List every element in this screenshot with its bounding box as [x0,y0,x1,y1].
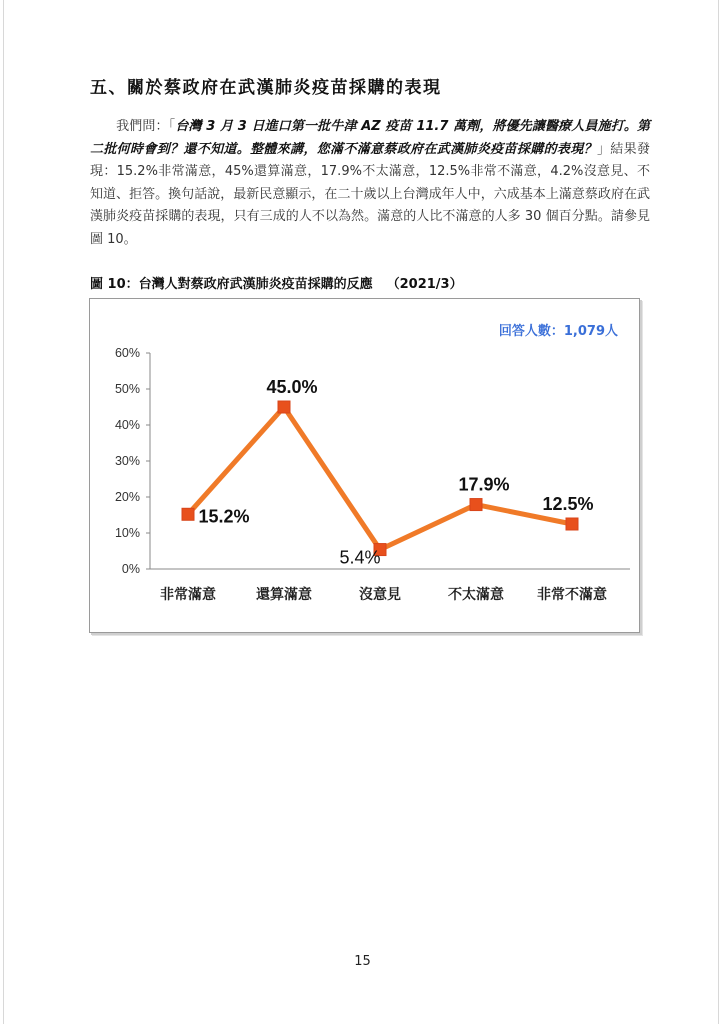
body-paragraph [90,116,650,251]
x-tick-label: 不太滿意 [448,587,504,603]
page-edge-left [3,0,4,1024]
y-tick-label: 0% [121,562,140,576]
x-tick-label: 還算滿意 [256,587,312,603]
figure-caption-title: 圖 10：台灣人對蔡政府武漢肺炎疫苗採購的反應 [90,277,373,292]
figure-caption [90,273,463,292]
paragraph-lead: 我們問：「 [116,119,176,134]
data-label: 15.2% [198,506,250,527]
series-line [188,407,572,550]
page-number: 15 [354,954,371,969]
line-chart [90,299,639,632]
data-point-marker [566,518,578,530]
y-tick-label: 60% [114,346,140,360]
data-point-marker [182,508,194,520]
figure-caption-date: （2021/3） [386,277,463,292]
section-title: 五、關於蔡政府在武漢肺炎疫苗採購的表現 [90,78,442,98]
y-tick-label: 40% [114,418,140,432]
data-label: 5.4% [339,547,381,568]
y-tick-label: 50% [114,382,140,396]
y-tick-label: 30% [114,454,140,468]
data-point-marker [278,401,290,413]
data-label: 17.9% [458,474,510,495]
respondent-count-annotation: 回答人數：1,079人 [498,324,618,339]
y-tick-label: 10% [114,526,140,540]
x-tick-label: 非常不滿意 [537,587,607,603]
x-tick-label: 沒意見 [359,587,401,603]
data-label: 12.5% [542,494,594,514]
x-tick-label: 非常滿意 [160,587,216,603]
paragraph-results: 」結果發現：15.2%非常滿意，45%還算滿意，17.9%不太滿意，12.5%非常不滿意，4.2%沒意見、不知道、拒答。換句話說，最新民意顯示，在二十歲以上台灣成年人中，六成基本上滿意蔡政府在武漢肺炎疫苗採購的表現，只有三成的人不以為然。滿意的人比不滿意的人多 30 個百分點。請參見圖 10。 [90,141,650,247]
survey-question: 台灣 3 月 3 日進口第一批牛津 AZ 疫苗 11.7 萬劑，將優先讓醫療人員施打。第二批何時會到？還不知道。整體來講，您滿不滿意蔡政府在武漢肺炎疫苗採購的表現？ [90,119,650,157]
chart-frame [89,298,640,633]
page-edge-right [718,0,719,1024]
y-tick-label: 20% [114,490,140,504]
data-point-marker [470,499,482,511]
data-label: 45.0% [266,377,318,397]
